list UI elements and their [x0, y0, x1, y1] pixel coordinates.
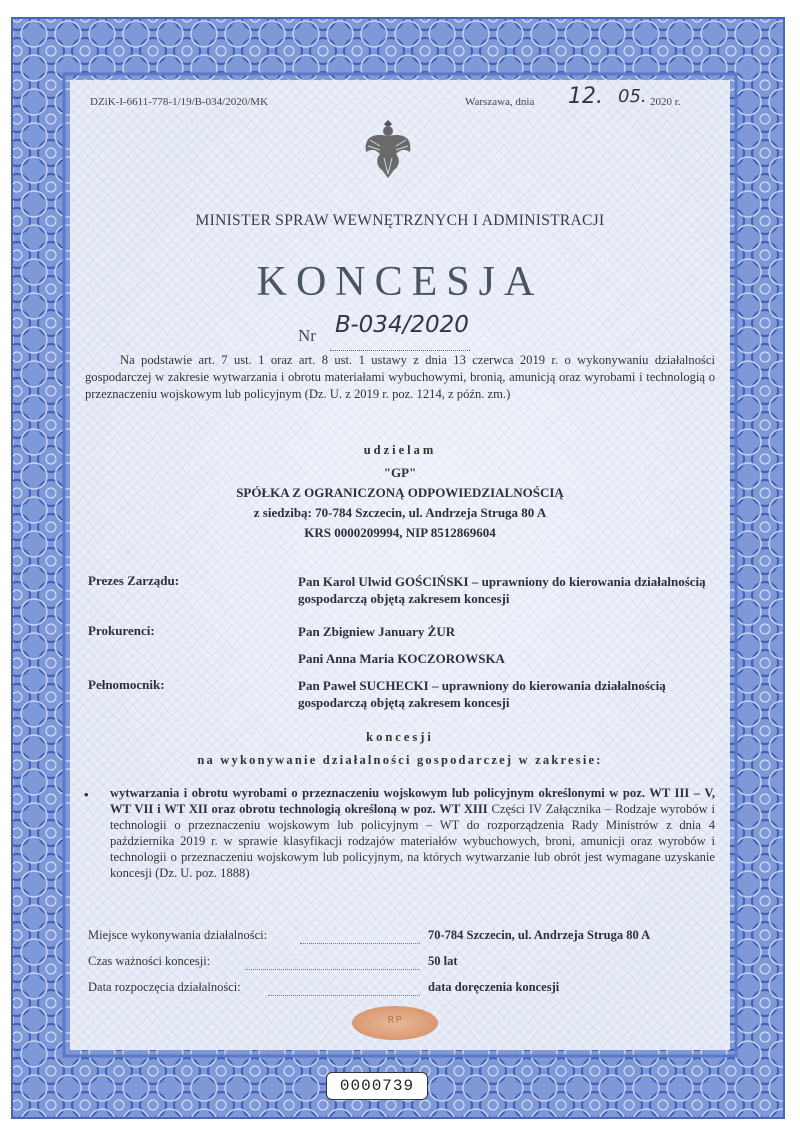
seal-text: RP	[387, 1015, 403, 1026]
company-name: "GP"	[383, 465, 417, 480]
number-dotted-line	[330, 350, 470, 351]
place-value: 70-784 Szczecin, ul. Andrzeja Struga 80 A	[428, 928, 651, 942]
scope-paragraph	[110, 785, 715, 881]
scope-rest: Części IV Załącznika – Rodzaje wyrobów i technologii o przeznaczeniu wojskowym lub policyjnym – WT do rozporządzenia Rady Ministrów z dnia 4 października 2019 r. w sprawie klasyfikacji rodzajów materiałów wybuchowych, broni, amunicji oraz wyrobów i technologii o przeznaczeniu wojskowym lub policyjnym, na których wytwarzanie lub obrót jest wymagane uzyskanie koncesji (Dz. U. poz. 1888)	[110, 802, 715, 880]
start-dotted-line	[268, 995, 420, 996]
validity-label: Czas ważności koncesji:	[88, 954, 211, 968]
polish-eagle-icon	[362, 118, 414, 180]
embossed-seal	[352, 1006, 438, 1040]
company-form: SPÓŁKA Z OGRANICZONĄ ODPOWIEDZIALNOŚCIĄ	[236, 485, 564, 500]
attorney-label: Pełnomocnik:	[88, 677, 165, 692]
company-registry: KRS 0000209994, NIP 8512869604	[304, 525, 496, 540]
document-title: KONCESJA	[256, 259, 544, 305]
reference-number: DZiK-I-6611-778-1/19/B-034/2020/MK	[90, 96, 269, 108]
place-label: Miejsce wykonywania działalności:	[88, 928, 268, 942]
legal-basis-paragraph: Na podstawie art. 7 ust. 1 oraz art. 8 ust. 1 ustawy z dnia 13 czerwca 2019 r. o wykonywaniu działalności gospodarczej w zakresie wytwarzania i obrotu materiałami wybuchowymi, bronią, amunicją oraz wyrobami i technologią o przeznaczeniu wojskowym lub policyjnym (Dz. U. z 2019 r. poz. 1214, z późn. zm.)	[85, 353, 715, 401]
scope-bold: wytwarzania i obrotu wyrobami o przeznaczeniu wojskowym lub policyjnym określonymi w poz. WT III – V, WT VII i WT XII oraz obrotu technologią określoną w poz. WT XIII	[110, 786, 715, 816]
date-year: 2020 r.	[650, 96, 681, 108]
board-label: Prezes Zarządu:	[88, 573, 180, 588]
number-label: Nr	[298, 326, 316, 345]
start-value: data doręczenia koncesji	[428, 980, 560, 994]
handwritten-day: 12.	[568, 84, 603, 109]
bullet-icon: •	[84, 787, 89, 802]
serial-number: 0000739	[326, 1072, 428, 1100]
place-dotted-line	[300, 943, 420, 944]
proxies-label: Prokurenci:	[88, 623, 155, 638]
concession-number: B-034/2020	[335, 312, 469, 338]
concession-heading: koncesji	[366, 730, 434, 744]
attorney-value: Pan Paweł SUCHECKI – uprawniony do kierowania działalnością gospodarczą objętą zakresem koncesji	[298, 678, 666, 710]
board-value: Pan Karol Ulwid GOŚCIŃSKI – uprawniony do kierowania działalnością gospodarczą objętą zakresem koncesji	[298, 574, 706, 606]
proxy-1: Pan Zbigniew January ŻUR	[298, 624, 456, 639]
city-date-prefix: Warszawa, dnia	[465, 96, 535, 108]
scope-heading: na wykonywanie działalności gospodarczej w zakresie:	[197, 753, 603, 767]
validity-value: 50 lat	[428, 954, 458, 968]
company-block	[0, 463, 800, 543]
company-seat: z siedzibą: 70-784 Szczecin, ul. Andrzeja Struga 80 A	[253, 505, 547, 520]
start-label: Data rozpoczęcia działalności:	[88, 980, 241, 994]
grant-heading: udzielam	[363, 443, 437, 457]
validity-dotted-line	[245, 969, 420, 970]
handwritten-month: 05.	[618, 86, 647, 107]
issuing-authority: MINISTER SPRAW WEWNĘTRZNYCH I ADMINISTRACJI	[195, 212, 605, 229]
proxy-2: Pani Anna Maria KOCZOROWSKA	[298, 651, 505, 666]
